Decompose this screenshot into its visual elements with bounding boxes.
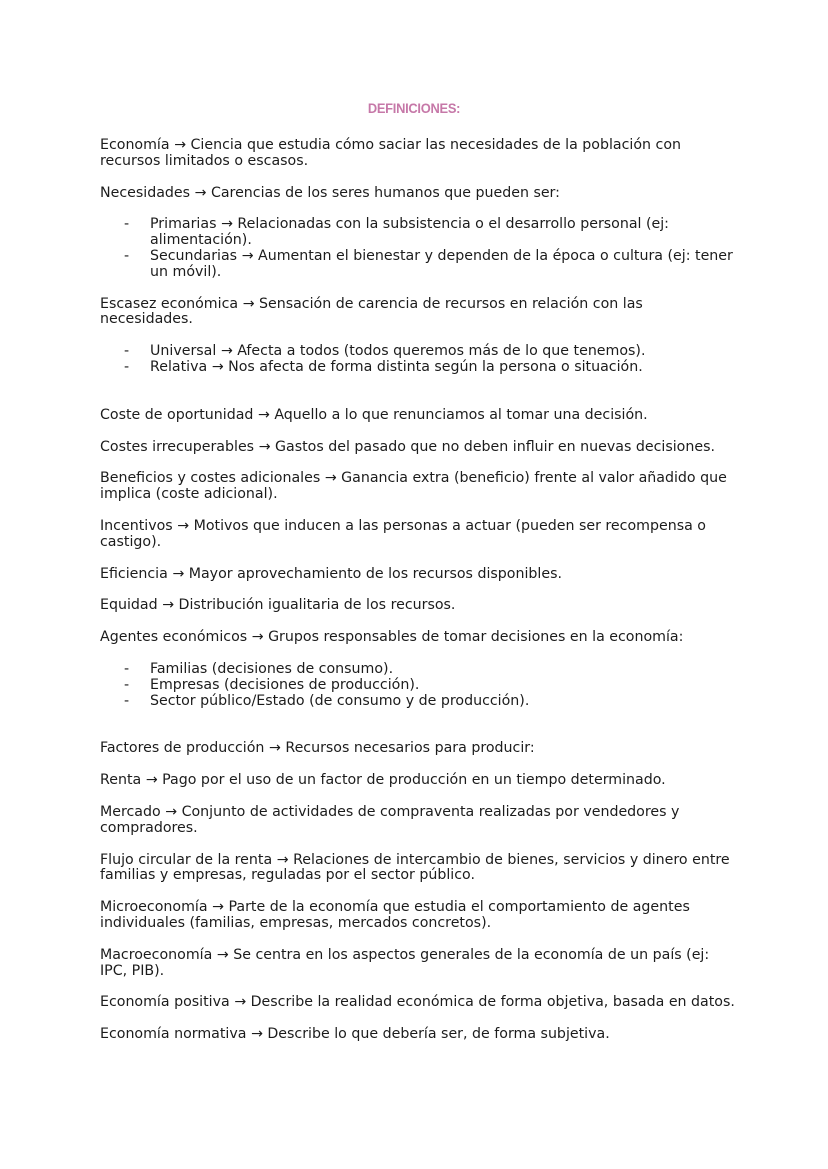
definition-factores bbox=[100, 741, 740, 757]
definition-text: Recursos necesarios para producir: bbox=[285, 740, 535, 757]
definition-renta bbox=[100, 773, 740, 789]
definition-eficiencia bbox=[100, 567, 740, 583]
definition-beneficios bbox=[100, 471, 740, 503]
dash-bullet: - bbox=[124, 660, 130, 677]
definition-microeconomia bbox=[100, 900, 740, 932]
definition-text: Relaciones de intercambio de bienes, servicios y dinero entre familias y empresas, reguladas por el sector público. bbox=[100, 851, 730, 884]
item-term: Secundarias → bbox=[150, 248, 258, 264]
definition-text: Pago por el uso de un factor de producción en un tiempo determinado. bbox=[162, 772, 666, 789]
definition-escasez bbox=[100, 297, 740, 329]
definition-text: Se centra en los aspectos generales de la economía de un país (ej: IPC, PIB). bbox=[100, 946, 710, 979]
dash-bullet: - bbox=[124, 343, 130, 360]
item-text: Nos afecta de forma distinta según la persona o situación. bbox=[228, 358, 643, 375]
definition-term: Microeconomía → bbox=[100, 899, 228, 915]
item-text: Aumentan el bienestar y dependen de la época o cultura (ej: tener un móvil). bbox=[150, 247, 733, 280]
dash-bullet: - bbox=[124, 676, 130, 693]
definition-text: Sensación de carencia de recursos en relación con las necesidades. bbox=[100, 295, 643, 328]
definition-equidad bbox=[100, 598, 740, 614]
definition-text: Carencias de los seres humanos que pueden ser: bbox=[210, 184, 560, 201]
definition-text: Distribución igualitaria de los recursos. bbox=[178, 597, 456, 614]
definition-economia bbox=[100, 138, 740, 170]
definition-incentivos bbox=[100, 519, 740, 551]
dash-bullet: - bbox=[124, 692, 130, 709]
definition-term: Factores de producción → bbox=[100, 740, 285, 756]
page-title: DEFINICIONES: bbox=[367, 100, 461, 116]
item-text: Relacionadas con la subsistencia o el desarrollo personal (ej: alimentación). bbox=[150, 216, 669, 249]
definition-economia-normativa bbox=[100, 1027, 740, 1043]
definition-text: Ganancia extra (beneficio) frente al valor añadido que implica (coste adicional). bbox=[100, 470, 727, 503]
definition-macroeconomia bbox=[100, 948, 740, 980]
item-term: Relativa → bbox=[150, 359, 228, 375]
definition-term: Flujo circular de la renta → bbox=[100, 852, 293, 868]
definition-text: Describe la realidad económica de forma objetiva, basada en datos. bbox=[250, 994, 735, 1011]
agentes-list bbox=[100, 662, 740, 709]
definition-term: Economía → bbox=[100, 137, 191, 153]
dash-bullet: - bbox=[124, 216, 130, 233]
definition-necesidades bbox=[100, 186, 740, 202]
definition-term: Incentivos → bbox=[100, 518, 194, 534]
item-text: Empresas (decisiones de producción). bbox=[150, 676, 420, 693]
definition-economia-positiva bbox=[100, 995, 740, 1011]
definition-term: Escasez económica → bbox=[100, 296, 259, 312]
item-text: Sector público/Estado (de consumo y de producción). bbox=[150, 692, 530, 709]
definition-text: Parte de la economía que estudia el comportamiento de agentes individuales (familias, empresas, mercados concretos). bbox=[100, 899, 690, 931]
definition-text: Gastos del pasado que no deben influir en nuevas decisiones. bbox=[275, 438, 715, 455]
definition-term: Agentes económicos → bbox=[100, 629, 268, 645]
definition-term: Beneficios y costes adicionales → bbox=[100, 470, 341, 486]
dash-bullet: - bbox=[124, 358, 130, 375]
item-text: Familias (decisiones de consumo). bbox=[150, 660, 394, 677]
definition-coste-oportunidad bbox=[100, 408, 740, 424]
list-item bbox=[100, 360, 740, 376]
dash-bullet: - bbox=[124, 247, 130, 264]
item-term: Primarias → bbox=[150, 216, 237, 232]
definition-mercado bbox=[100, 805, 740, 837]
definition-term: Mercado → bbox=[100, 804, 182, 820]
definition-term: Costes irrecuperables → bbox=[100, 439, 275, 455]
list-item bbox=[100, 217, 740, 249]
definition-text: Grupos responsables de tomar decisiones en la economía: bbox=[268, 629, 684, 646]
definition-agentes bbox=[100, 630, 740, 646]
item-term: Universal → bbox=[150, 343, 237, 359]
list-item bbox=[100, 694, 740, 710]
spacer bbox=[100, 725, 740, 741]
list-item bbox=[100, 344, 740, 360]
definition-term: Economía normativa → bbox=[100, 1026, 267, 1042]
definition-flujo-circular bbox=[100, 853, 740, 885]
definition-text: Describe lo que debería ser, de forma subjetiva. bbox=[267, 1026, 610, 1043]
definition-term: Eficiencia → bbox=[100, 566, 189, 582]
list-item bbox=[100, 678, 740, 694]
definition-term: Equidad → bbox=[100, 597, 179, 613]
definition-text: Conjunto de actividades de compraventa realizadas por vendedores y compradores. bbox=[100, 803, 680, 836]
escasez-list bbox=[100, 344, 740, 376]
definition-term: Renta → bbox=[100, 772, 162, 788]
definition-term: Economía positiva → bbox=[100, 994, 251, 1010]
item-text: Afecta a todos (todos queremos más de lo que tenemos). bbox=[237, 343, 646, 360]
definition-text: Aquello a lo que renunciamos al tomar una decisión. bbox=[274, 406, 648, 423]
definitions-content bbox=[100, 138, 740, 1059]
list-item bbox=[100, 249, 740, 281]
necesidades-list bbox=[100, 217, 740, 280]
definition-text: Mayor aprovechamiento de los recursos disponibles. bbox=[188, 565, 562, 582]
definition-text: Ciencia que estudia cómo saciar las necesidades de la población con recursos limitados o escasos. bbox=[100, 137, 682, 169]
list-item bbox=[100, 662, 740, 678]
definition-term: Necesidades → bbox=[100, 185, 211, 201]
definition-text: Motivos que inducen a las personas a actuar (pueden ser recompensa o castigo). bbox=[100, 517, 706, 550]
definition-term: Coste de oportunidad → bbox=[100, 407, 274, 423]
definition-term: Macroeconomía → bbox=[100, 947, 233, 963]
definition-costes-irrecuperables bbox=[100, 440, 740, 456]
spacer bbox=[100, 392, 740, 408]
